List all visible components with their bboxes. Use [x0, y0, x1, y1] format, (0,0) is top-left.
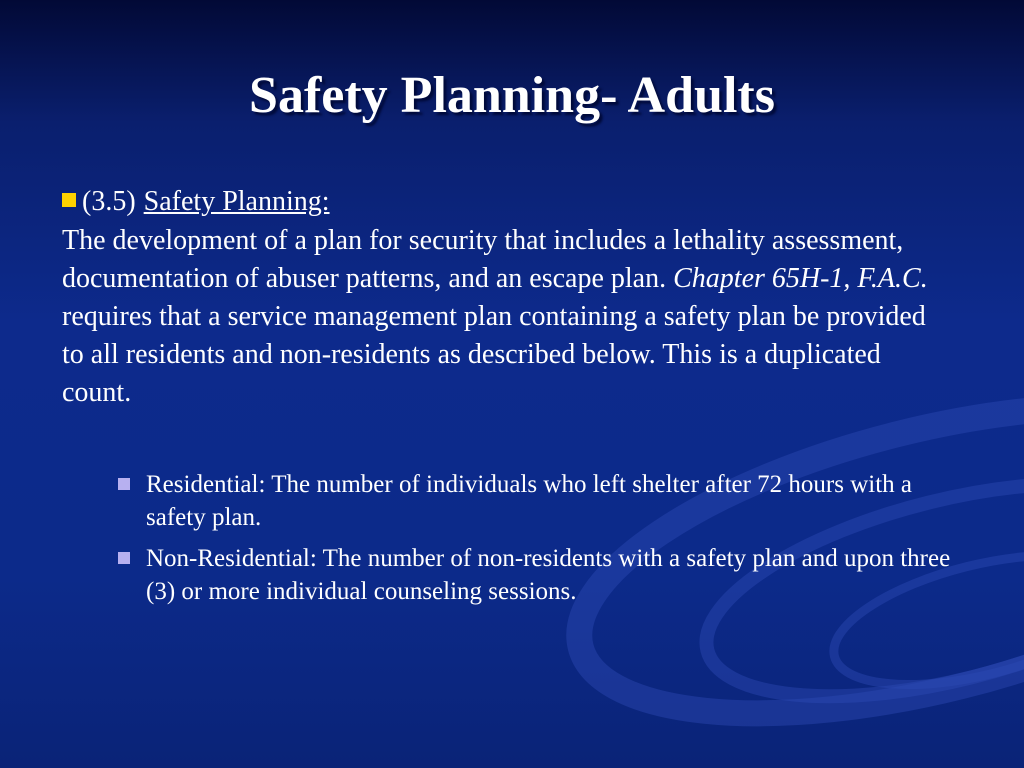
- item-paragraph: [62, 222, 942, 412]
- square-bullet-icon: [118, 552, 130, 564]
- sub-bullet-item: [118, 468, 958, 534]
- paragraph-citation: Chapter 65H-1, F.A.C.: [673, 263, 928, 294]
- slide-body: [62, 182, 962, 616]
- square-bullet-icon: [118, 478, 130, 490]
- sub-bullet-item: [118, 542, 958, 608]
- item-number: (3.5): [82, 186, 136, 217]
- sub-bullet-text: Residential: The number of individuals who left shelter after 72 hours with a safety plan.: [146, 471, 913, 531]
- item-heading: Safety Planning:: [143, 186, 330, 217]
- sub-bullet-text: Non-Residential: The number of non-residents with a safety plan and upon three (3) or more individual counseling sessions.: [146, 545, 951, 605]
- sub-bullet-list: [118, 468, 958, 608]
- square-bullet-icon: [62, 193, 76, 207]
- item-heading-line: [62, 182, 962, 222]
- paragraph-text-2: requires that a service management plan containing a safety plan be provided to all residents and non-residents as described below. This is a duplicated count.: [62, 301, 926, 408]
- slide-title: Safety Planning- Adults: [249, 67, 775, 124]
- paragraph-text-1: The development of a plan for security that includes a lethality assessment, documentation of abuser patterns, and an escape plan.: [62, 225, 904, 294]
